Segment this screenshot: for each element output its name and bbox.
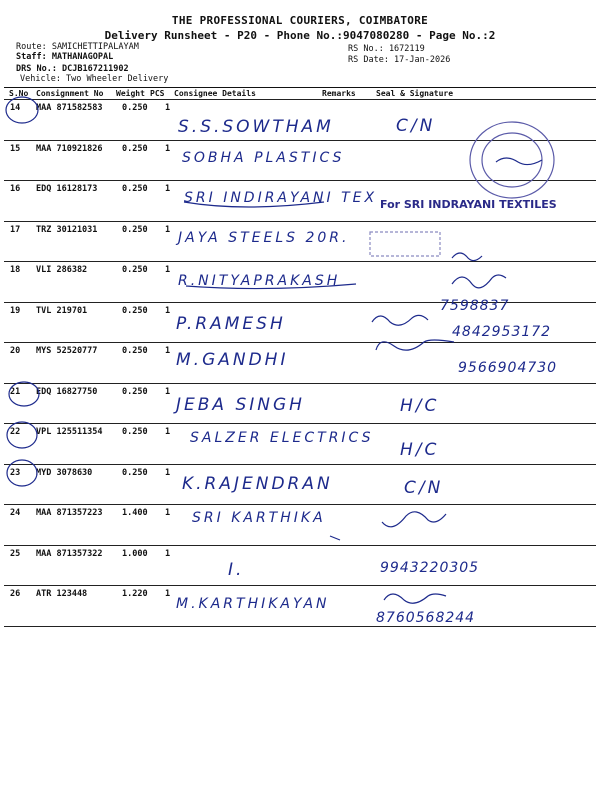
cell-pcs: 1	[165, 589, 171, 599]
rs-date: RS Date: 17-Jan-2026	[348, 55, 451, 65]
col-seal-signature: Seal & Signature	[376, 89, 454, 98]
route-label: Route: SAMICHETTIPALAYAM	[16, 42, 139, 52]
cell-weight: 0.250	[122, 103, 148, 113]
cell-sno: 14	[10, 103, 21, 113]
cell-weight: 0.250	[122, 184, 148, 194]
handwritten-consignee: JAYA STEELS 20R.	[178, 230, 350, 246]
cell-weight: 0.250	[122, 427, 148, 437]
handwritten-consignee: SRI INDIRAYANI TEX	[184, 190, 378, 206]
sno-circle-mark	[7, 422, 37, 448]
signature-scribble	[372, 315, 428, 325]
col-consignment: Consignment No	[36, 89, 104, 98]
handwritten-phone: 4842953172	[452, 324, 552, 340]
signature-scribble	[376, 340, 454, 350]
faded-stamp-box	[370, 232, 440, 256]
handwritten-consignee: I.	[228, 560, 245, 580]
col-weight: Weight	[116, 89, 145, 98]
cell-weight: 1.000	[122, 548, 148, 559]
cell-pcs: 1	[165, 548, 171, 559]
handwritten-consignee: JEBA SINGH	[176, 395, 305, 415]
handwritten-phone: 9566904730	[458, 360, 558, 376]
col-consignee: Consignee Details	[174, 89, 256, 98]
cell-sno: 25	[10, 548, 21, 559]
col-sno: S.No	[9, 89, 29, 98]
sno-circle-mark	[6, 97, 38, 123]
cell-pcs: 1	[165, 386, 171, 397]
handwritten-consignee: P.RAMESH	[176, 314, 286, 334]
company-stamp: For SRI INDRAYANI TEXTILES	[380, 198, 557, 211]
cell-pcs: 1	[165, 103, 171, 113]
cell-pcs: 1	[165, 224, 171, 235]
cell-consignment: TRZ 30121031	[36, 224, 98, 235]
cell-pcs: 1	[165, 508, 171, 518]
cell-weight: 0.250	[122, 224, 148, 235]
handwritten-signature: H/C	[400, 396, 440, 416]
cell-weight: 0.250	[122, 386, 148, 397]
sno-circle-mark	[9, 382, 39, 406]
cell-consignment: MAA 710921826	[36, 143, 103, 154]
cell-weight: 0.250	[122, 346, 148, 356]
sno-circle-mark	[7, 460, 37, 486]
cell-pcs: 1	[165, 467, 171, 478]
cell-weight: 1.220	[122, 589, 148, 599]
handwritten-consignee: SALZER ELECTRICS	[190, 430, 374, 446]
cell-sno: 19	[10, 305, 21, 316]
company-title: THE PROFESSIONAL COURIERS, COIMBATORE	[171, 14, 429, 27]
handwritten-consignee: S.S.SOWTHAM	[178, 117, 334, 137]
cell-sno: 26	[10, 589, 21, 599]
handwritten-signature: C/N	[396, 116, 436, 136]
cell-consignment: MAA 871582583	[36, 103, 103, 113]
cell-pcs: 1	[165, 265, 171, 275]
cell-weight: 1.400	[122, 508, 148, 518]
signature-scribble	[382, 512, 446, 527]
handwritten-consignee: M.GANDHI	[176, 350, 289, 370]
cell-consignment: MAA 871357322	[36, 548, 103, 559]
signature-scribble	[384, 594, 446, 603]
round-seal-stamp-inner	[482, 133, 542, 187]
vehicle-label: Vehicle: Two Wheeler Delivery	[20, 74, 169, 84]
cell-pcs: 1	[165, 346, 171, 356]
handwritten-consignee: M.KARTHIKAYAN	[176, 596, 330, 612]
runsheet-subtitle: Delivery Runsheet - P20 - Phone No.:9047080280 - Page No.:2	[104, 29, 496, 42]
signature-scribble	[452, 253, 482, 261]
cell-sno: 21	[10, 386, 21, 397]
handwritten-consignee: K.RAJENDRAN	[182, 474, 333, 494]
cell-pcs: 1	[165, 305, 171, 316]
cell-consignment: EDQ 16827750	[36, 386, 98, 397]
drs-number: DRS No.: DCJB167211902	[16, 64, 129, 74]
cell-sno: 15	[10, 143, 21, 154]
handwritten-phone: 9943220305	[380, 560, 480, 576]
cell-consignment: VPL 125511354	[36, 427, 103, 437]
signature-scribble	[452, 275, 506, 288]
cell-sno: 18	[10, 265, 21, 275]
cell-sno: 23	[10, 467, 21, 478]
rs-number: RS No.: 1672119	[348, 44, 425, 54]
seal-signature-scribble	[496, 158, 542, 165]
handwritten-consignee: SOBHA PLASTICS	[182, 150, 345, 166]
cell-sno: 17	[10, 224, 21, 235]
cell-consignment: VLI 286382	[36, 265, 88, 275]
cell-consignment: MAA 871357223	[36, 508, 103, 518]
handwritten-phone: 7598837	[440, 298, 510, 314]
name-underline	[184, 202, 324, 207]
cell-weight: 0.250	[122, 467, 148, 478]
handwritten-phone: 8760568244	[376, 610, 476, 626]
cell-consignment: ATR 123448	[36, 589, 88, 599]
cell-consignment: MYS 52520777	[36, 346, 98, 356]
cell-consignment: MYD 3078630	[36, 467, 93, 478]
cell-pcs: 1	[165, 427, 171, 437]
handwritten-signature: C/N	[404, 478, 444, 498]
staff-label: Staff: MATHANAGOPAL	[16, 52, 114, 62]
cell-sno: 22	[10, 427, 21, 437]
cell-sno: 24	[10, 508, 21, 518]
cell-weight: 0.250	[122, 143, 148, 154]
cell-pcs: 1	[165, 184, 171, 194]
handwritten-consignee: R.NITYAPRAKASH	[178, 273, 341, 289]
name-underline	[330, 536, 340, 540]
cell-sno: 20	[10, 346, 21, 356]
name-underline	[186, 284, 356, 289]
cell-sno: 16	[10, 184, 21, 194]
cell-weight: 0.250	[122, 265, 148, 275]
cell-consignment: TVL 219701	[36, 305, 88, 316]
handwritten-consignee: SRI KARTHIKA	[192, 510, 326, 526]
cell-consignment: EDQ 16128173	[36, 184, 98, 194]
cell-pcs: 1	[165, 143, 171, 154]
cell-weight: 0.250	[122, 305, 148, 316]
col-remarks: Remarks	[322, 89, 356, 98]
col-pcs: PCS	[150, 89, 165, 98]
handwritten-signature: H/C	[400, 440, 440, 460]
